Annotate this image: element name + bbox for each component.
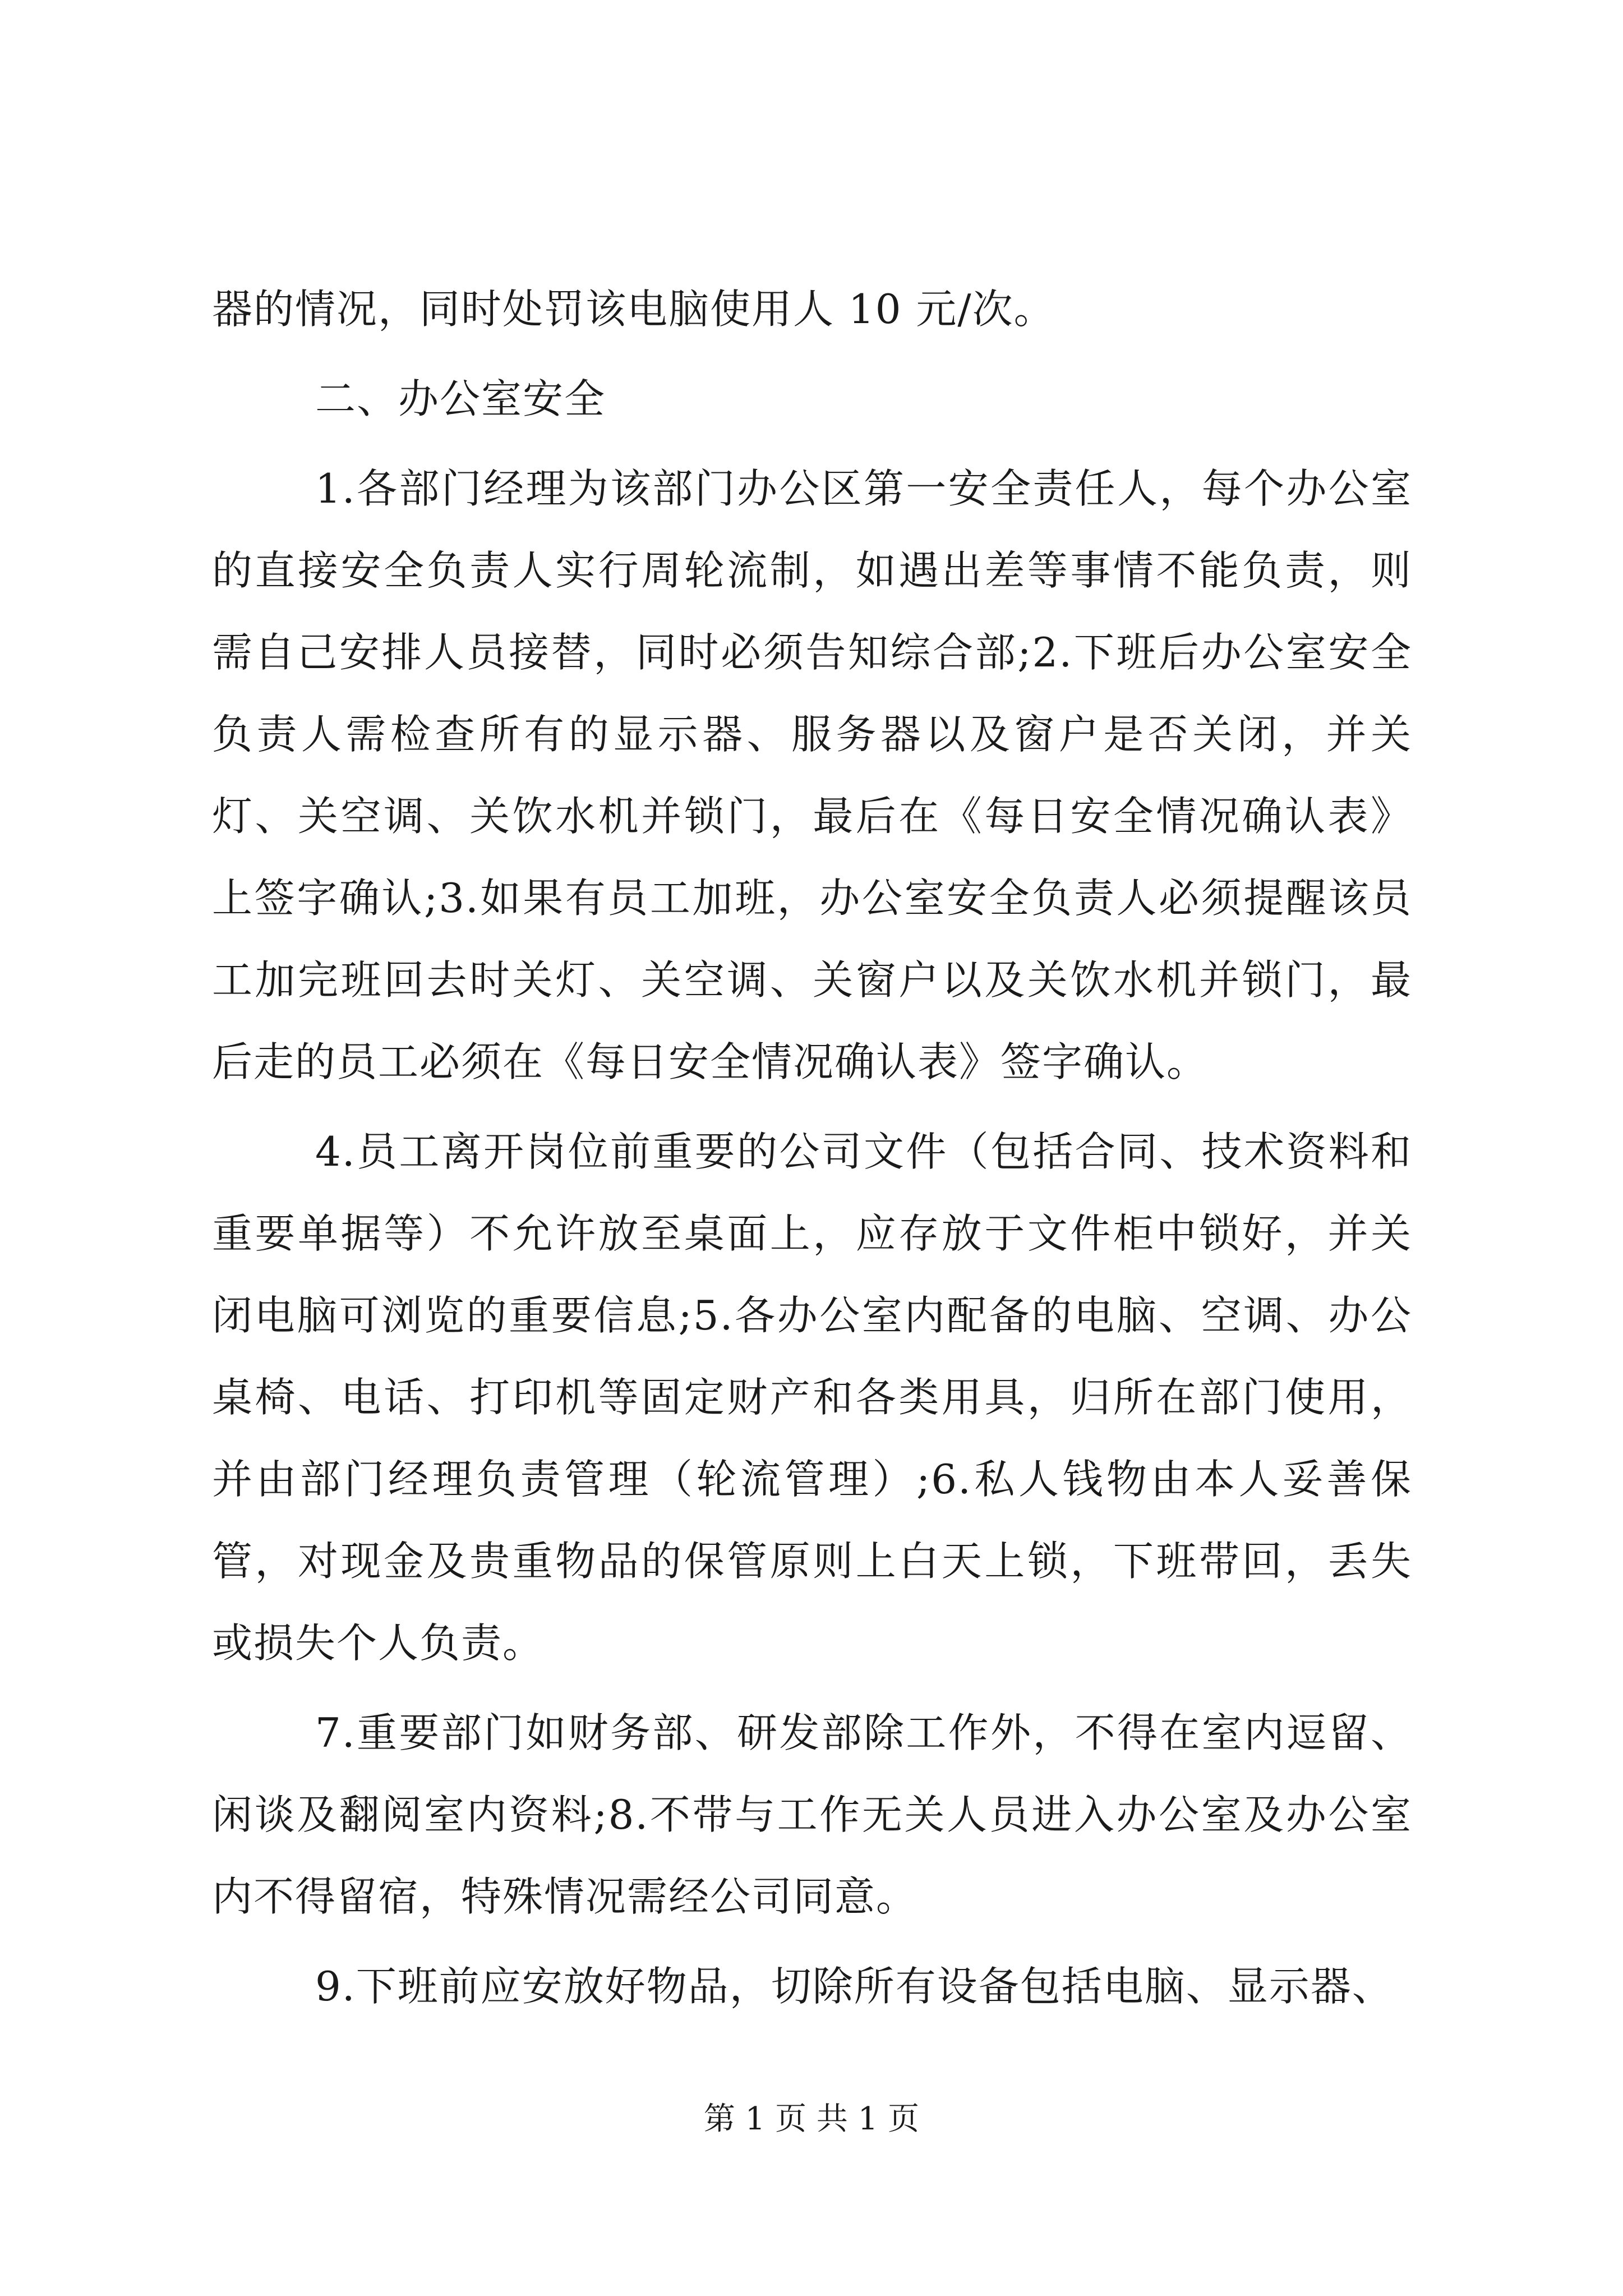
paragraph-items-7-8: 7.重要部门如财务部、研发部除工作外，不得在室内逗留、闲谈及翻阅室内资料;8.不带与工作无关人员进入办公室及办公室内不得留宿，特殊情况需经公司同意。 bbox=[212, 1709, 1412, 1920]
paragraph-continuation: 器的情况，同时处罚该电脑使用人 10 元/次。 bbox=[212, 286, 1055, 333]
page-footer: 第 1 页 共 1 页 bbox=[703, 2101, 920, 2137]
paragraph-items-1-3: 1.各部门经理为该部门办公区第一安全责任人，每个办公室的直接安全负责人实行周轮流制，如遇出差等事情不能负责，则需自己安排人员接替，同时必须告知综合部;2.下班后办公室安全负责人需检查所有的显示器、服务器以及窗户是否关闭，并关灯、关空调、关饮水机并锁门，最后在《每日安全情况确认表》上签字确认;3.如果有员工加班，办公室安全负责人必须提醒该员工加完班回去时关灯、关空调、关窗户以及关饮水机并锁门，最后走的员工必须在《每日安全情况确认表》签字确认。 bbox=[212, 465, 1412, 1085]
paragraph-items-4-6: 4.员工离开岗位前重要的公司文件（包括合同、技术资料和重要单据等）不允许放至桌面上，应存放于文件柜中锁好，并关闭电脑可浏览的重要信息;5.各办公室内配备的电脑、空调、办公桌椅、电话、打印机等固定财产和各类用具，归所在部门使用，并由部门经理负责管理（轮流管理）;6.私人钱物由本人妥善保管，对现金及贵重物品的保管原则上白天上锁，下班带回，丢失或损失个人负责。 bbox=[212, 1128, 1412, 1667]
document-body bbox=[212, 268, 1412, 2027]
section-heading-office-safety: 二、办公室安全 bbox=[315, 375, 606, 422]
paragraph-item-9: 9.下班前应安放好物品，切除所有设备包括电脑、显示器、 bbox=[315, 1963, 1394, 2010]
